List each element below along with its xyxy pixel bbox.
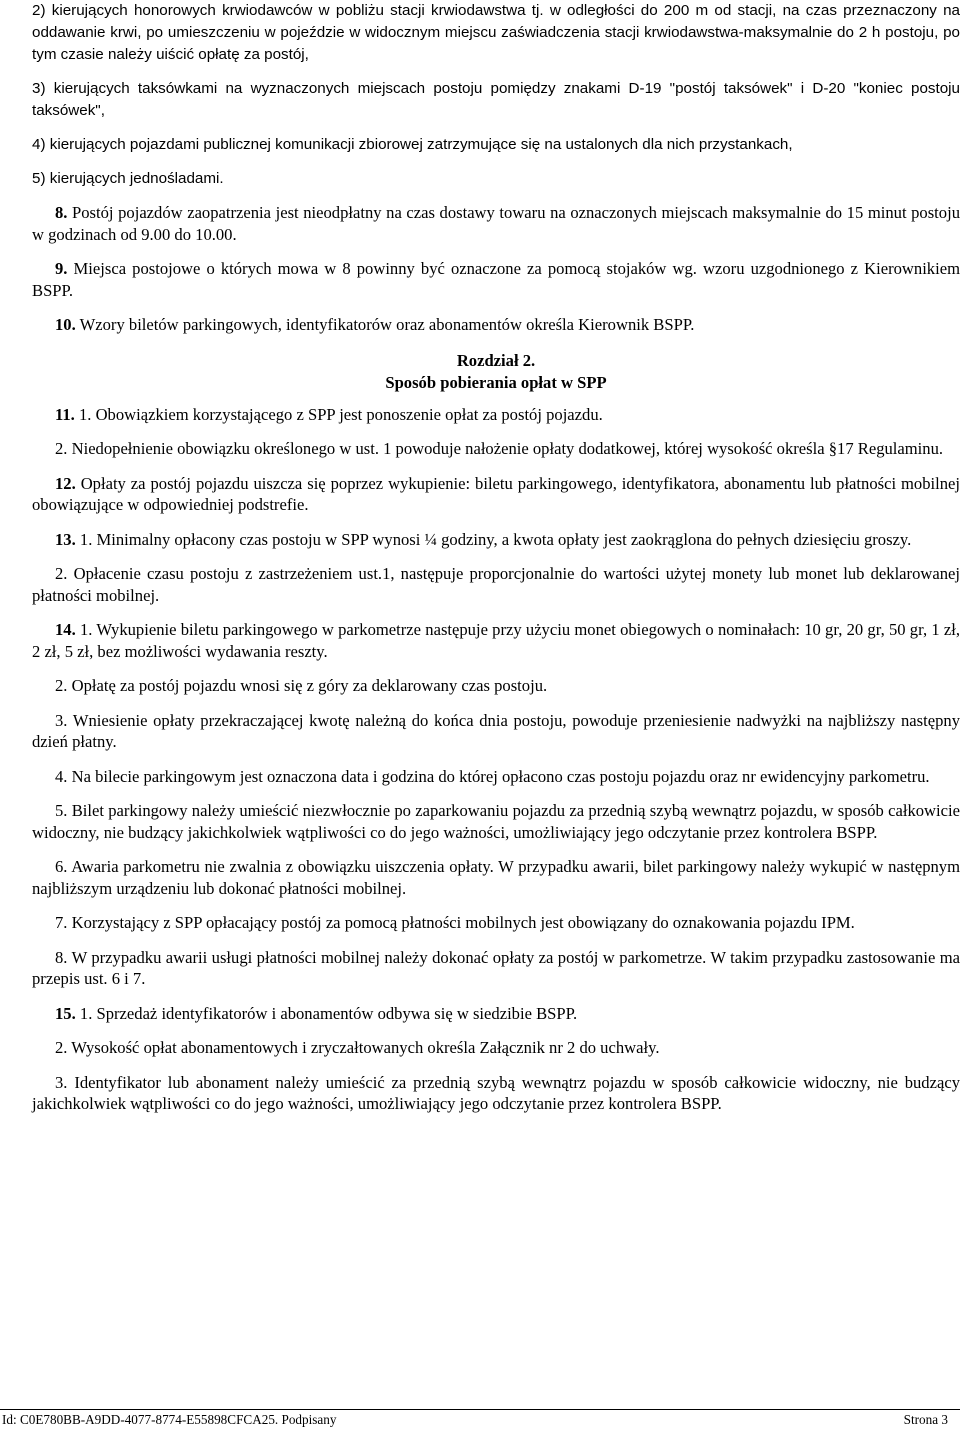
paragraph-text: Miejsca postojowe o których mowa w 8 powinny być oznaczone za pomocą stojaków wg. wzoru uzgodnionego z Kierownikiem BSPP. <box>32 259 960 300</box>
paragraph-14-8: 8. W przypadku awarii usługi płatności mobilnej należy dokonać opłaty za postój w parkometrze. W takim przypadku zastosowanie ma przepis ust. 6 i 7. <box>32 947 960 988</box>
chapter-heading <box>32 350 960 394</box>
chapter-title: Rozdział 2. <box>456 350 536 370</box>
paragraph-14-4: 4. Na bilecie parkingowym jest oznaczona data i godzina do której opłacono czas postoju pojazdu oraz nr ewidencyjny parkometru. <box>55 766 930 786</box>
paragraph-11-2: 2. Niedopełnienie obowiązku określonego w ust. 1 powoduje nałożenie opłaty dodatkowej, której wysokość określa §17 Regulaminu. <box>55 439 944 458</box>
chapter-subtitle: Sposób pobierania opłat w SPP <box>385 372 607 392</box>
page-number: Strona 3 <box>903 1412 948 1427</box>
paragraph-14-2: 2. Opłatę za postój pojazdu wnosi się z góry za deklarowany czas postoju. <box>55 676 548 695</box>
paragraph-12 <box>32 473 960 516</box>
paragraph-15 <box>32 1003 960 1025</box>
paragraph-number: 13. <box>55 529 76 549</box>
document-id: Id: C0E780BB-A9DD-4077-8774-E55898CFCA25. Podpisany <box>2 1412 337 1427</box>
paragraph-text: Postój pojazdów zaopatrzenia jest nieodpłatny na czas dostawy towaru na oznaczonych miejscach maksymalnie do 15 minut postoju w godzinach od 9.00 do 10.00. <box>32 203 960 244</box>
paragraph-text: 1. Sprzedaż identyfikatorów i abonamentów odbywa się w siedzibie BSPP. <box>75 1003 578 1023</box>
list-item: 4) kierujących pojazdami publicznej komunikacji zbiorowej zatrzymujące się na ustalonych dla nich przystankach, <box>32 136 793 153</box>
paragraph-text: 1. Obowiązkiem korzystającego z SPP jest ponoszenie opłat za postój pojazdu. <box>74 404 603 424</box>
paragraph-13-2: 2. Opłacenie czasu postoju z zastrzeżeniem ust.1, następuje proporcjonalnie do wartości użytej monety lub monet lub deklarowanej płatności mobilnej. <box>32 564 960 605</box>
page-footer <box>0 1409 960 1429</box>
paragraph-text: 1. Wykupienie biletu parkingowego w parkometrze następuje przy użyciu monet obiegowych o nominałach: 10 gr, 20 gr, 50 gr, 1 zł, 2 zł, 5 zł, bez możliwości wydawania reszty. <box>32 620 960 661</box>
paragraph-15-2: 2. Wysokość opłat abonamentowych i zryczałtowanych określa Załącznik nr 2 do uchwały. <box>55 1038 660 1057</box>
paragraph-14-6: 6. Awaria parkometru nie zwalnia z obowiązku uiszczenia opłaty. W przypadku awarii, bilet parkingowy należy wykupić w następnym najbliższym urządzeniu lub dokonać płatności mobilnej. <box>32 857 960 898</box>
paragraph-14-7: 7. Korzystający z SPP opłacający postój za pomocą płatności mobilnych jest obowiązany do oznakowania pojazdu IPM. <box>55 913 855 932</box>
list-item: 3) kierujących taksówkami na wyznaczonych miejscach postoju pomiędzy znakami D-19 "postój taksówek" i D-20 "koniec postoju taksówek", <box>32 80 960 119</box>
paragraph-number: 10. <box>55 315 76 334</box>
paragraph-10 <box>32 314 960 336</box>
paragraph-text: Opłaty za postój pojazdu uiszcza się poprzez wykupienie: biletu parkingowego, identyfikatora, abonamentu lub płatności mobilnej obowiązujące w odpowiedniej podstrefie. <box>32 473 960 514</box>
paragraph-number: 12. <box>55 473 76 493</box>
list-item: 5) kierujących jednośladami. <box>32 170 224 187</box>
list-item: 2) kierujących honorowych krwiodawców w pobliżu stacji krwiodawstwa tj. w odległości do 200 m od stacji, na czas przeznaczony na oddawanie krwi, po umieszczeniu w pojeździe w widocznym miejscu zaświadczenia stacji krwiodawstwa-maksymalnie do 2 h postoju, po tym czasie należy uiścić opłatę za postój, <box>32 2 960 63</box>
paragraph-8 <box>32 202 960 245</box>
paragraph-11 <box>32 404 960 426</box>
paragraph-number: 9. <box>55 259 68 278</box>
paragraph-number: 11. <box>55 404 75 424</box>
paragraph-14 <box>32 619 960 662</box>
paragraph-13 <box>32 529 960 551</box>
paragraph-text: Wzory biletów parkingowych, identyfikatorów oraz abonamentów określa Kierownik BSPP. <box>75 315 695 334</box>
paragraph-number: 15. <box>55 1003 76 1023</box>
paragraph-14-5: 5. Bilet parkingowy należy umieścić niezwłocznie po zaparkowaniu pojazdu za przednią szybą wewnątrz pojazdu, w sposób całkowicie widoczny, nie budzący jakichkolwiek wątpliwości co do jego ważności, umożliwiający jego odczytanie przez kontrolera BSPP. <box>32 801 960 842</box>
paragraph-text: 1. Minimalny opłacony czas postoju w SPP wynosi ¼ godziny, a kwota opłaty jest zaokrąglona do pełnych dziesięciu groszy. <box>75 529 912 549</box>
paragraph-9 <box>32 258 960 301</box>
paragraph-number: 8. <box>55 203 68 222</box>
document-page <box>32 0 960 1128</box>
paragraph-15-3: 3. Identyfikator lub abonament należy umieścić za przednią szybą wewnątrz pojazdu w sposób całkowicie widoczny, nie budzący jakichkolwiek wątpliwości co do jego ważności, umożliwiający jego odczytanie przez kontrolera BSPP. <box>32 1072 960 1113</box>
paragraph-number: 14. <box>55 620 76 639</box>
paragraph-14-3: 3. Wniesienie opłaty przekraczającej kwotę należną do końca dnia postoju, powoduje przeniesienie nadwyżki na najbliższy następny dzień płatny. <box>32 710 960 751</box>
